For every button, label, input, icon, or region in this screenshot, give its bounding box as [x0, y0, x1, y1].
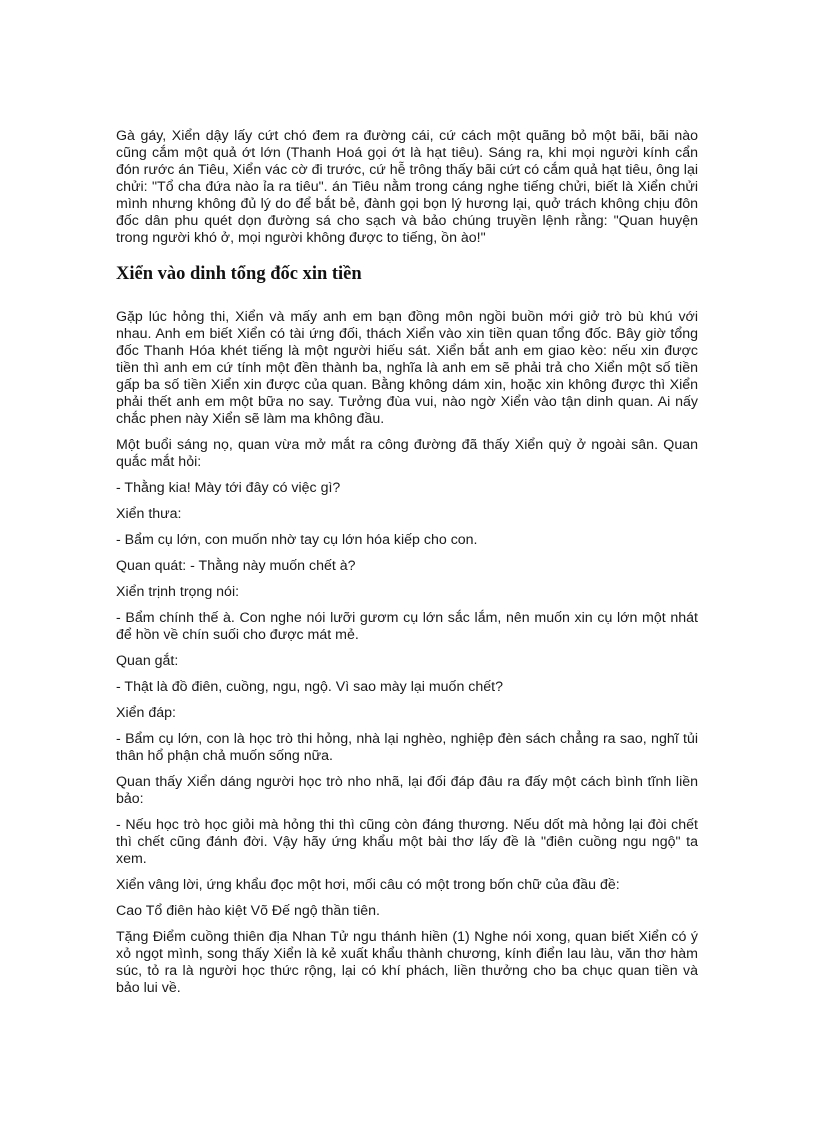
paragraph: Xiển thưa: — [116, 506, 182, 522]
dialogue-line: - Thật là đồ điên, cuồng, ngu, ngộ. Vì sao mày lại muốn chết? — [116, 679, 503, 695]
dialogue-line: - Thằng kia! Mày tới đây có việc gì? — [116, 480, 341, 496]
document-page — [116, 128, 698, 1006]
paragraph: Một buổi sáng nọ, quan vừa mở mắt ra công đường đã thấy Xiển quỳ ở ngoài sân. Quan quắc mắt hỏi: — [116, 437, 698, 470]
paragraph: Xiển vâng lời, ứng khẩu đọc một hơi, mối câu có một trong bốn chữ của đầu đề: — [116, 877, 620, 893]
intro-paragraph: Gà gáy, Xiển dậy lấy cứt chó đem ra đường cái, cứ cách một quãng bỏ một bãi, bãi nào cũng cắm một quả ớt lớn (Thanh Hoá gọi ớt là hạt tiêu). Sáng ra, khi mọi người kính cẩn đón rước án Tiêu, Xiển vác cờ đi trước, cứ hễ trông thấy bãi cứt có cắm quả hạt tiêu, ông lại chửi: "Tổ cha đứa nào ỉa ra tiêu". án Tiêu nằm trong cáng nghe tiếng chửi, biết là Xiển chửi mình nhưng không đủ lý do để bắt bẻ, đành gọi bọn lý hương lại, quở trách không chịu đôn đốc dân phu quét dọn đường sá cho sạch và bảo chúng truyền lệnh rằng: "Quan huyện trong người khó ở, mọi người không được to tiếng, ồn ào!" — [116, 128, 698, 246]
paragraph: Xiển trịnh trọng nói: — [116, 584, 240, 600]
paragraph: Quan gắt: — [116, 653, 179, 669]
paragraph: Quan quát: - Thằng này muốn chết à? — [116, 558, 356, 574]
poem-line: Cao Tổ điên hào kiệt Võ Đế ngộ thần tiên. — [116, 903, 380, 919]
dialogue-line: - Bẩm cụ lớn, con là học trò thi hỏng, nhà lại nghèo, nghiệp đèn sách chẳng ra sao, nghĩ tủi thân hổ phận chả muốn sống nữa. — [116, 731, 698, 764]
section-heading: Xiển vào dinh tổng đốc xin tiền — [116, 264, 362, 284]
paragraph: Tặng Điểm cuồng thiên địa Nhan Tử ngu thánh hiền (1) Nghe nói xong, quan biết Xiển có ý xỏ ngọt mình, song thấy Xiển là kẻ xuất khẩu thành chương, kính điển lau làu, văn thơ hàm súc, tỏ ra là người học thức rộng, lại có khí phách, liền thưởng cho ba chục quan tiền và bảo lui về. — [116, 929, 698, 996]
paragraph: Xiển đáp: — [116, 705, 176, 721]
dialogue-line: - Bẩm chính thế à. Con nghe nói lưỡi gươm cụ lớn sắc lắm, nên muốn xin cụ lớn một nhát để hồn về chín suối cho được mát mẻ. — [116, 610, 698, 643]
dialogue-line: - Bẩm cụ lớn, con muốn nhờ tay cụ lớn hóa kiếp cho con. — [116, 532, 478, 548]
paragraph: Quan thấy Xiển dáng người học trò nho nhã, lại đối đáp đâu ra đấy một cách bình tĩnh liền bảo: — [116, 774, 698, 807]
dialogue-line: - Nếu học trò học giỏi mà hỏng thi thì cũng còn đáng thương. Nếu dốt mà hỏng lại đòi chết thì chết cũng đánh đời. Vậy hãy ứng khẩu một bài thơ lấy đề là "điên cuồng ngu ngộ" ta xem. — [116, 817, 698, 867]
paragraph: Gặp lúc hỏng thi, Xiển và mấy anh em bạn đồng môn ngồi buồn mới giở trò bù khú với nhau. Anh em biết Xiển có tài ứng đối, thách Xiển vào xin tiền quan tổng đốc. Bây giờ tổng đốc Thanh Hóa khét tiếng là một người hiếu sát. Xiển bắt anh em giao kèo: nếu xin được tiền thì anh em cứ tính một đền thành ba, nghĩa là anh em sẽ phải trả cho Xiển một số tiền gấp ba số tiền Xiển xin được của quan. Bằng không dám xin, hoặc xin không được thì Xiển phải thết anh em một bữa no say. Tưởng đùa vui, nào ngờ Xiển vào tận dinh quan. Ai nấy chắc phen này Xiển sẽ làm ma không đầu. — [116, 309, 698, 427]
